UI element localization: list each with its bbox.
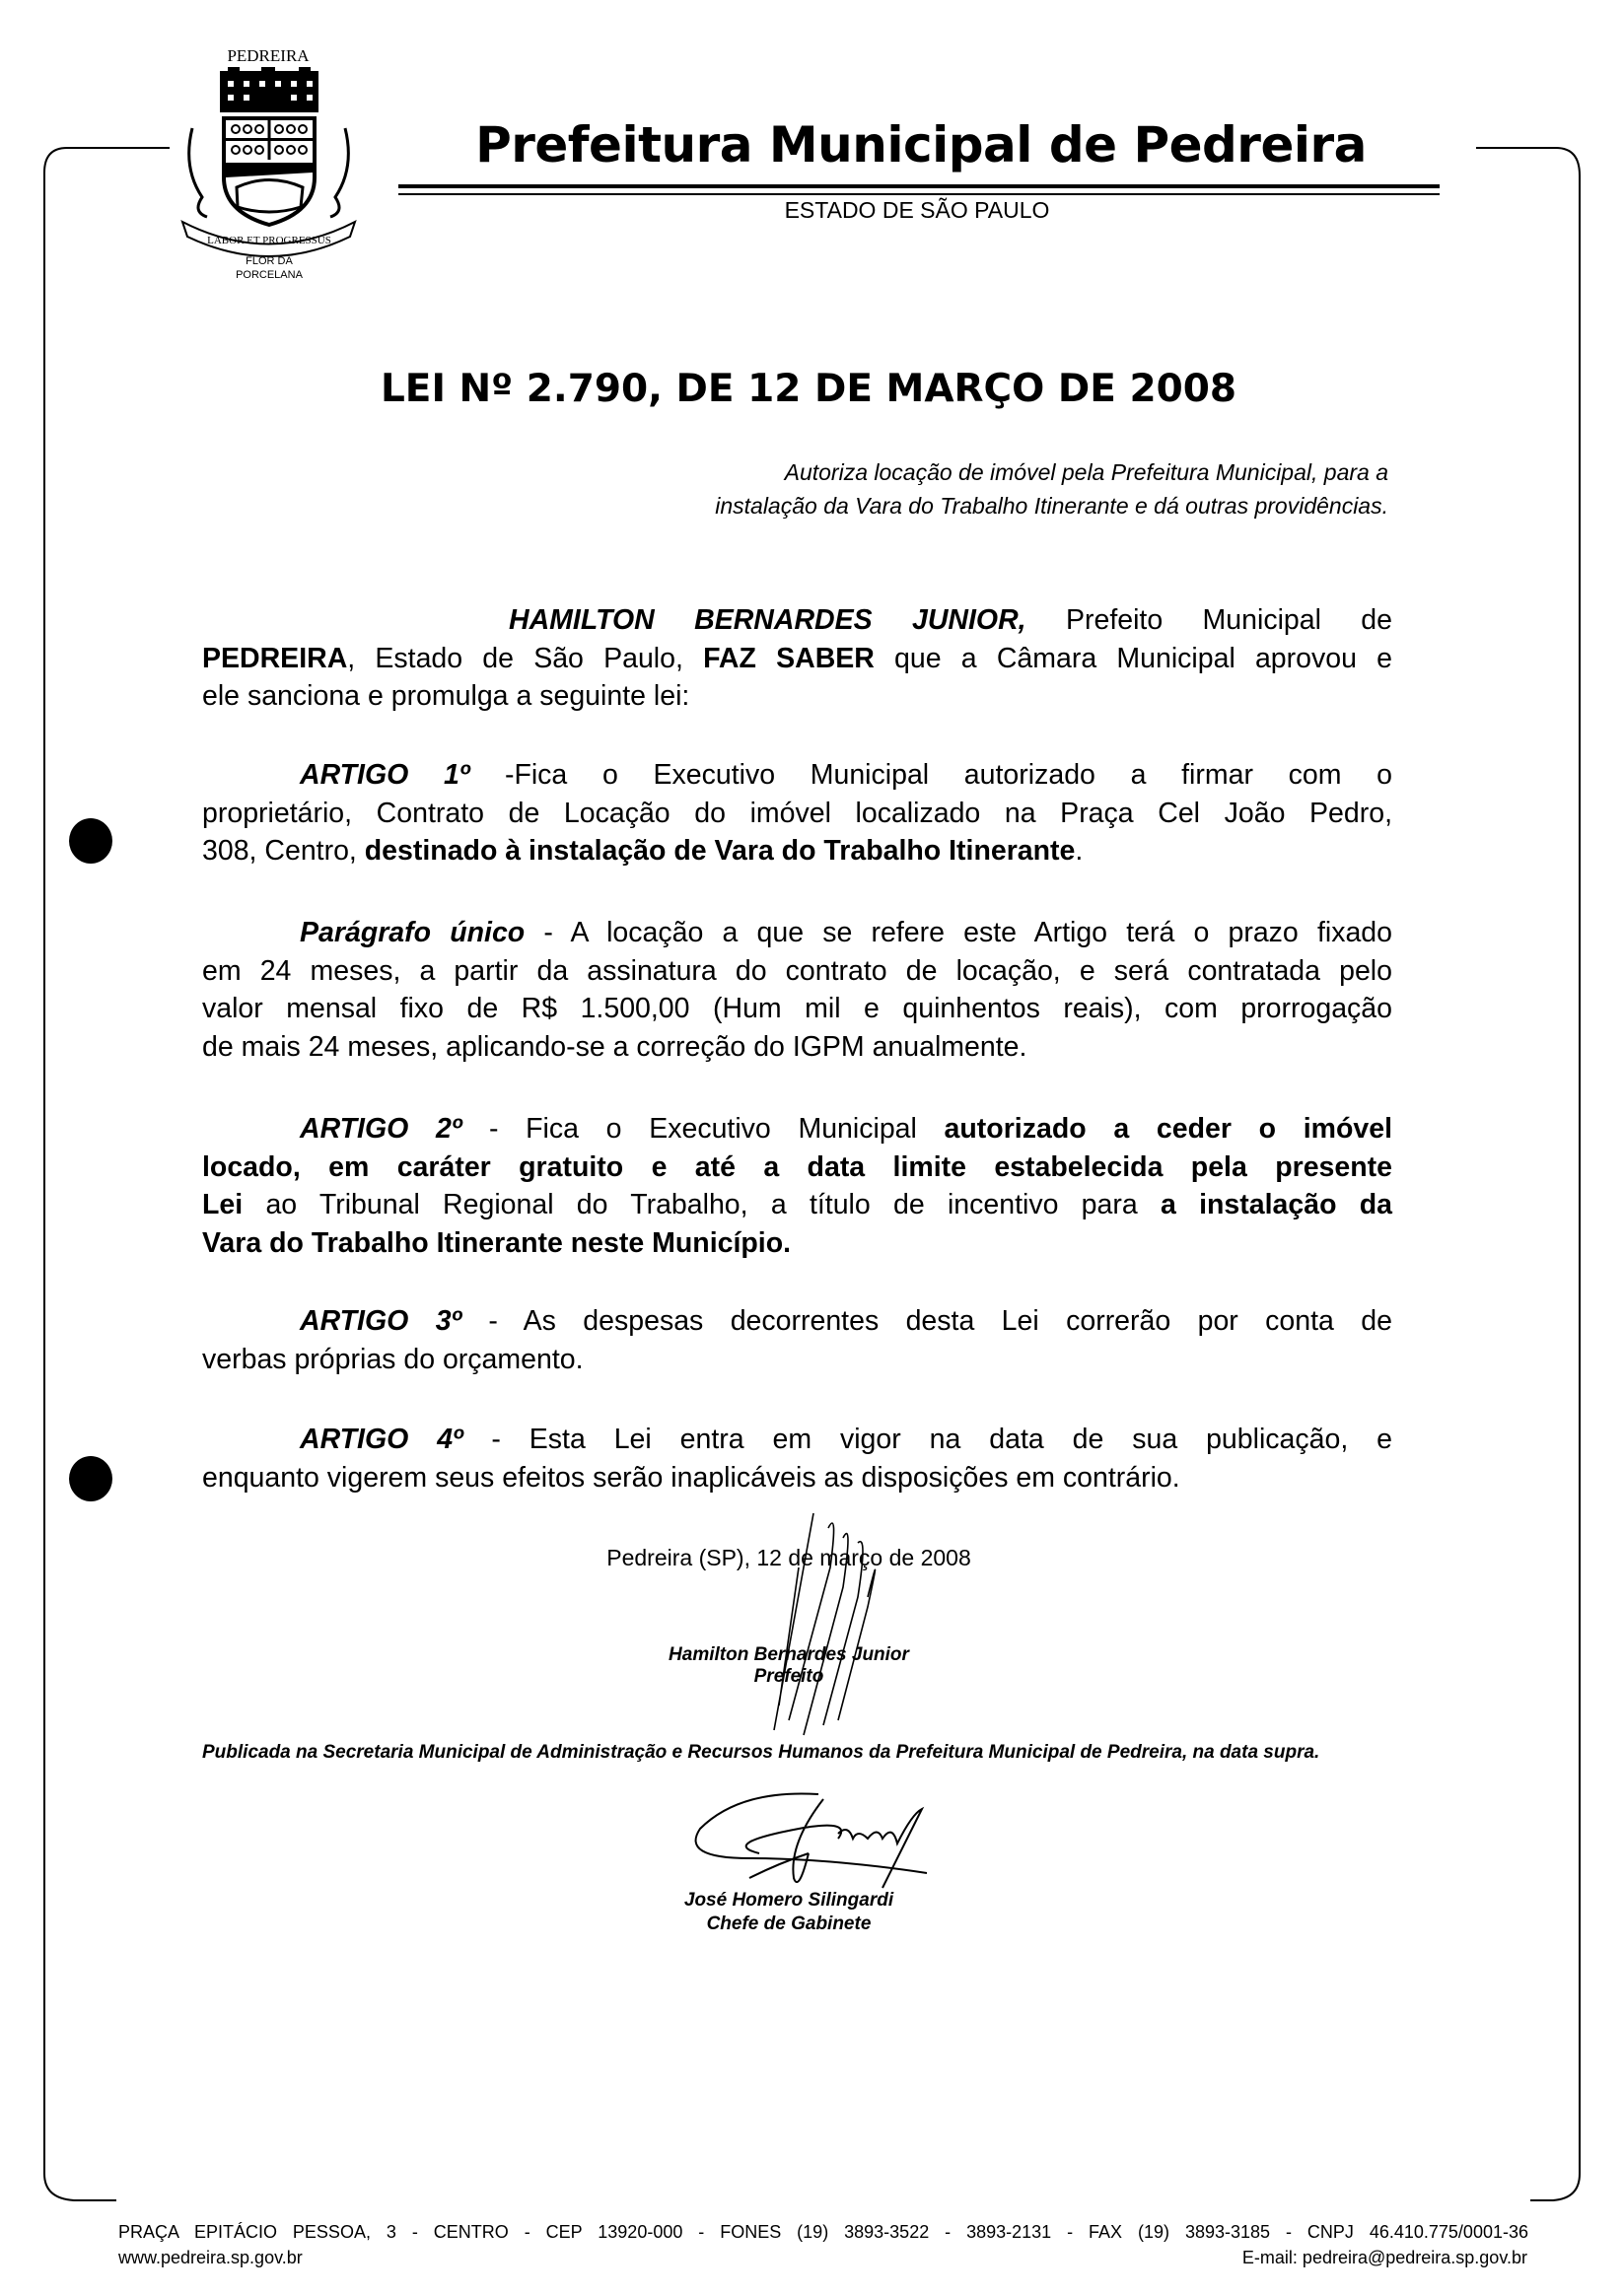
- punch-hole-mark: [69, 818, 112, 864]
- text-segment: - A locação a que se refere este Artigo terá o prazo fixado: [525, 917, 1392, 948]
- punch-hole-mark: [69, 1456, 112, 1501]
- law-paragraph: [202, 1302, 1392, 1378]
- paragraph-line: [202, 1302, 1392, 1341]
- text-segment: verbas próprias do orçamento.: [202, 1343, 584, 1375]
- text-segment: - As despesas decorrentes desta Lei correrão por conta de: [460, 1305, 1392, 1337]
- title-underline-thick: [398, 184, 1440, 188]
- emphasized-text: autorizado a ceder o imóvel: [944, 1113, 1392, 1145]
- paragraph-line: [202, 1148, 1392, 1187]
- paragraph-line: [202, 952, 1392, 991]
- chief-handwritten-signature: [680, 1784, 966, 1893]
- paragraph-line: [202, 914, 1392, 952]
- publication-note: Publicada na Secretaria Municipal de Administração e Recursos Humanos da Prefeitura Municipal de Pedreira, na data supra.: [202, 1742, 1320, 1763]
- footer-address: PRAÇA EPITÁCIO PESSOA, 3 - CENTRO - CEP 13920-000 - FONES (19) 3893-3522 - 3893-2131 - FAX (19) 3893-3185 - CNPJ 46.410.775/0001-36: [118, 2222, 1528, 2242]
- logo-bottom-text-2: PORCELANA: [236, 269, 303, 281]
- emphasized-text: a instalação da: [1160, 1189, 1393, 1220]
- paragraph-line: [202, 640, 1392, 678]
- text-segment: ele sanciona e promulga a seguinte lei:: [202, 680, 690, 712]
- text-segment: .: [1075, 835, 1084, 867]
- text-segment: - Esta Lei entra em vigor na data de sua publicação, e: [462, 1424, 1393, 1455]
- place-date: Pedreira (SP), 12 de março de 2008: [606, 1545, 971, 1570]
- chief-signature-block: [552, 1889, 1025, 1936]
- paragraph-line: [202, 832, 1392, 870]
- ementa-line: instalação da Vara do Trabalho Itinerante e dá outras providências.: [715, 493, 1388, 519]
- emphasized-text: HAMILTON BERNARDES JUNIOR,: [509, 604, 1026, 636]
- emphasized-text: ARTIGO 1º: [300, 759, 470, 791]
- emphasized-text: Lei: [202, 1189, 244, 1220]
- text-segment: ao Tribunal Regional do Trabalho, a título de incentivo para: [243, 1189, 1161, 1220]
- mayor-role: Prefeito: [753, 1666, 824, 1687]
- paragraph-line: [202, 1421, 1392, 1459]
- paragraph-line: [202, 1224, 1392, 1263]
- text-segment: -Fica o Executivo Municipal autorizado a firmar com o: [469, 759, 1392, 791]
- footer-email-link[interactable]: E-mail: pedreira@pedreira.sp.gov.br: [1241, 2248, 1527, 2267]
- logo-top-text: PEDREIRA: [227, 46, 310, 65]
- law-paragraph: [202, 756, 1392, 870]
- text-segment: - Fica o Executivo Municipal: [461, 1113, 945, 1145]
- text-segment: 308, Centro,: [202, 835, 365, 867]
- emphasized-text: FAZ SABER: [703, 642, 875, 674]
- emphasized-text: Vara do Trabalho Itinerante neste Município.: [202, 1226, 792, 1259]
- paragraph-line: [202, 601, 1392, 640]
- paragraph-line: [202, 990, 1392, 1028]
- mayor-signature-block: [552, 1644, 1025, 1688]
- emphasized-text: ARTIGO 3º: [300, 1305, 461, 1337]
- title-underline-thin: [398, 193, 1440, 195]
- mayor-handwritten-signature: [720, 1508, 917, 1745]
- text-segment: proprietário, Contrato de Locação do imóvel localizado na Praça Cel João Pedro,: [202, 797, 1392, 829]
- state-subtitle: ESTADO DE SÃO PAULO: [784, 197, 1050, 223]
- emphasized-text: PEDREIRA: [202, 642, 348, 674]
- ementa-line: Autoriza locação de imóvel pela Prefeitura Municipal, para a: [784, 459, 1388, 485]
- paragraph-line: [202, 1110, 1392, 1148]
- text-segment: de mais 24 meses, aplicando-se a correção do IGPM anualmente.: [202, 1030, 1027, 1063]
- law-paragraph: [202, 1421, 1392, 1496]
- paragraph-line: [202, 677, 1392, 716]
- text-segment: que a Câmara Municipal aprovou e: [874, 642, 1392, 674]
- footer-website-link[interactable]: www.pedreira.sp.gov.br: [118, 2248, 303, 2267]
- paragraph-line: [202, 756, 1392, 795]
- emphasized-text: ARTIGO 2º: [300, 1113, 462, 1145]
- emphasized-text: destinado à instalação de Vara do Trabalho Itinerante: [364, 835, 1076, 867]
- text-segment: em 24 meses, a partir da assinatura do contrato de locação, e será contratada pelo: [202, 954, 1392, 987]
- municipality-title: Prefeitura Municipal de Pedreira: [475, 116, 1367, 174]
- logo-bottom-text-1: FLOR DA: [246, 255, 293, 267]
- law-paragraph: [202, 1110, 1392, 1262]
- paragraph-line: [202, 1186, 1392, 1224]
- text-segment: Prefeito Municipal de: [1025, 604, 1393, 636]
- paragraph-line: [202, 795, 1392, 833]
- paragraph-line: [202, 1028, 1392, 1067]
- chief-role: Chefe de Gabinete: [706, 1913, 872, 1934]
- chief-name: José Homero Silingardi: [683, 1890, 894, 1911]
- municipal-coat-of-arms-logo: [163, 39, 375, 281]
- law-paragraph: [202, 601, 1392, 716]
- law-title: LEI Nº 2.790, DE 12 DE MARÇO DE 2008: [380, 367, 1237, 411]
- emphasized-text: Parágrafo único: [300, 917, 526, 948]
- text-segment: valor mensal fixo de R$ 1.500,00 (Hum mil e quinhentos reais), com prorrogação: [202, 993, 1392, 1024]
- mayor-name: Hamilton Bernardes Junior: [669, 1644, 909, 1665]
- paragraph-line: [202, 1459, 1392, 1497]
- paragraph-line: [202, 1341, 1392, 1379]
- text-segment: enquanto vigerem seus efeitos serão inaplicáveis as disposições em contrário.: [202, 1461, 1180, 1494]
- emphasized-text: locado, em caráter gratuito e até a data limite estabelecida pela presente: [202, 1150, 1392, 1183]
- text-segment: , Estado de São Paulo,: [347, 642, 704, 674]
- logo-motto: LABOR ET PROGRESSUS: [207, 235, 331, 246]
- law-paragraph: [202, 914, 1392, 1066]
- law-ementa: [552, 455, 1388, 522]
- emphasized-text: ARTIGO 4º: [300, 1424, 463, 1455]
